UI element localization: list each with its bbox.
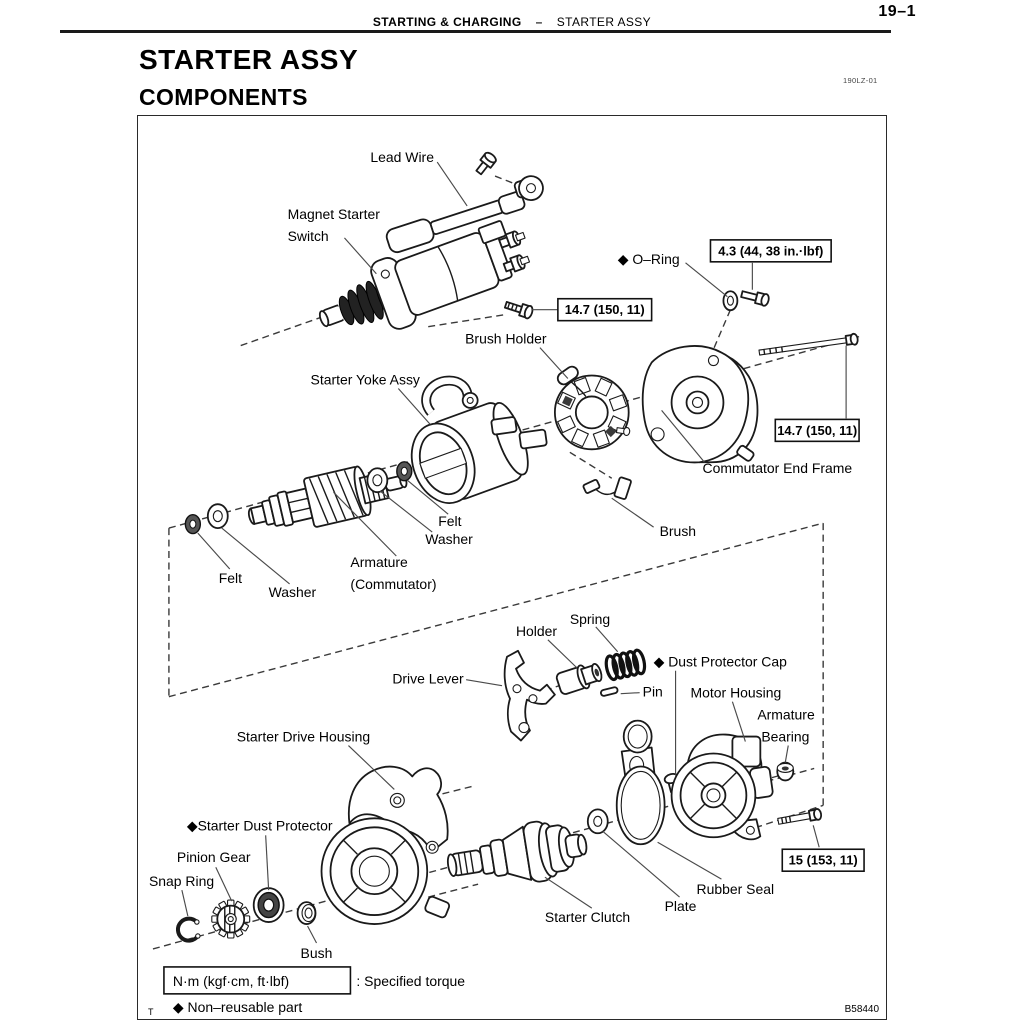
legend: [148, 967, 879, 1017]
bush-drawing: [298, 902, 316, 924]
snap-ring-drawing: [178, 919, 200, 941]
plate-drawing: [588, 809, 608, 833]
legend-non-reusable: ◆ Non–reusable part: [172, 998, 303, 1015]
label-starter-drive-housing: Starter Drive Housing: [236, 728, 371, 745]
label-starter-clutch: Starter Clutch: [544, 909, 631, 926]
label-felt-washer-line2: Washer: [425, 531, 473, 548]
commutator-end-frame-drawing: [643, 346, 758, 462]
figure-id: B58440: [844, 1003, 880, 1015]
housing-mount-bolt: [777, 808, 822, 826]
switch-mount-bolt: [504, 299, 534, 320]
running-header-topic: STARTER ASSY: [556, 15, 652, 29]
label-pinion-gear: Pinion Gear: [176, 849, 251, 866]
label-lead-wire: Lead Wire: [370, 149, 434, 166]
label-felt: Felt: [218, 569, 243, 586]
washer-left-drawing: [208, 504, 228, 528]
label-rubber-seal: Rubber Seal: [696, 881, 775, 898]
starter-assy-diagram: [138, 116, 886, 1019]
running-header-dash: –: [535, 15, 543, 29]
label-washer: Washer: [268, 583, 317, 600]
through-bolt: [759, 333, 859, 358]
running-header-section: STARTING & CHARGING: [372, 15, 522, 29]
pinion-gear-drawing: [212, 900, 250, 938]
label-pin: Pin: [642, 683, 663, 700]
corner-mark: T: [147, 1006, 154, 1017]
label-drive-lever: Drive Lever: [392, 670, 464, 687]
label-bush: Bush: [300, 944, 333, 961]
brush-drawing: [583, 477, 632, 500]
spring-drawing: [604, 649, 646, 680]
rubber-seal-drawing: [617, 766, 665, 844]
label-armature-bearing-line2: Bearing: [761, 728, 810, 745]
header-rule: [60, 30, 891, 33]
label-plate: Plate: [664, 898, 697, 915]
figure-code: 190LZ-01: [843, 76, 878, 85]
label-spring: Spring: [569, 610, 611, 627]
torque-mount-bolt: 15 (153, 11): [788, 852, 858, 868]
felt-right-drawing: [397, 462, 412, 481]
label-armature-line2: (Commutator): [350, 575, 437, 592]
page-number: 19–1: [878, 3, 916, 20]
label-felt-washer-line1: Felt: [438, 513, 462, 530]
label-motor-housing: Motor Housing: [690, 684, 782, 701]
motor-housing-drawing: [672, 734, 774, 839]
label-magnet-starter-switch-line2: Switch: [287, 227, 329, 244]
label-starter-yoke-assy: Starter Yoke Assy: [310, 371, 420, 388]
washer-right-drawing: [367, 468, 387, 492]
label-snap-ring: Snap Ring: [148, 873, 215, 890]
running-header: [0, 15, 1024, 29]
armature-drawing: [244, 456, 412, 541]
page-subtitle: COMPONENTS: [139, 84, 308, 110]
o-ring-drawing: [723, 291, 737, 310]
exploded-view-figure: [137, 115, 887, 1020]
torque-switch-bolt: 14.7 (150, 11): [564, 302, 645, 318]
label-starter-dust-protector: ◆Starter Dust Protector: [186, 817, 333, 834]
torque-through-bolt: 14.7 (150, 11): [777, 422, 858, 438]
felt-left-drawing: [185, 515, 200, 534]
label-dust-protector-cap: ◆ Dust Protector Cap: [653, 653, 787, 670]
label-brush-holder: Brush Holder: [465, 330, 547, 347]
page-title: STARTER ASSY: [139, 44, 359, 75]
legend-torque-units: N·m (kgf·cm, ft·lbf): [172, 972, 290, 989]
lead-wire-bolt: [474, 151, 498, 177]
starter-drive-housing-drawing: [322, 767, 451, 924]
starter-clutch-drawing: [444, 814, 591, 895]
label-armature-line1: Armature: [350, 554, 408, 571]
label-commutator-end-frame: Commutator End Frame: [702, 460, 853, 477]
label-armature-bearing-line1: Armature: [757, 706, 815, 723]
terminal-nut-bolt: [740, 288, 770, 306]
label-o-ring: ◆ O–Ring: [617, 250, 680, 267]
drive-lever-drawing: [505, 651, 555, 741]
legend-torque-desc: : Specified torque: [356, 972, 466, 989]
torque-terminal-nut: 4.3 (44, 38 in.·lbf): [718, 243, 824, 259]
label-brush: Brush: [659, 523, 697, 540]
armature-bearing-drawing: [777, 762, 793, 780]
pin-drawing: [600, 687, 618, 697]
starter-dust-protector-drawing: [254, 888, 284, 922]
holder-drawing: [555, 660, 604, 696]
label-magnet-starter-switch-line1: Magnet Starter: [287, 205, 380, 222]
label-holder: Holder: [515, 622, 558, 639]
